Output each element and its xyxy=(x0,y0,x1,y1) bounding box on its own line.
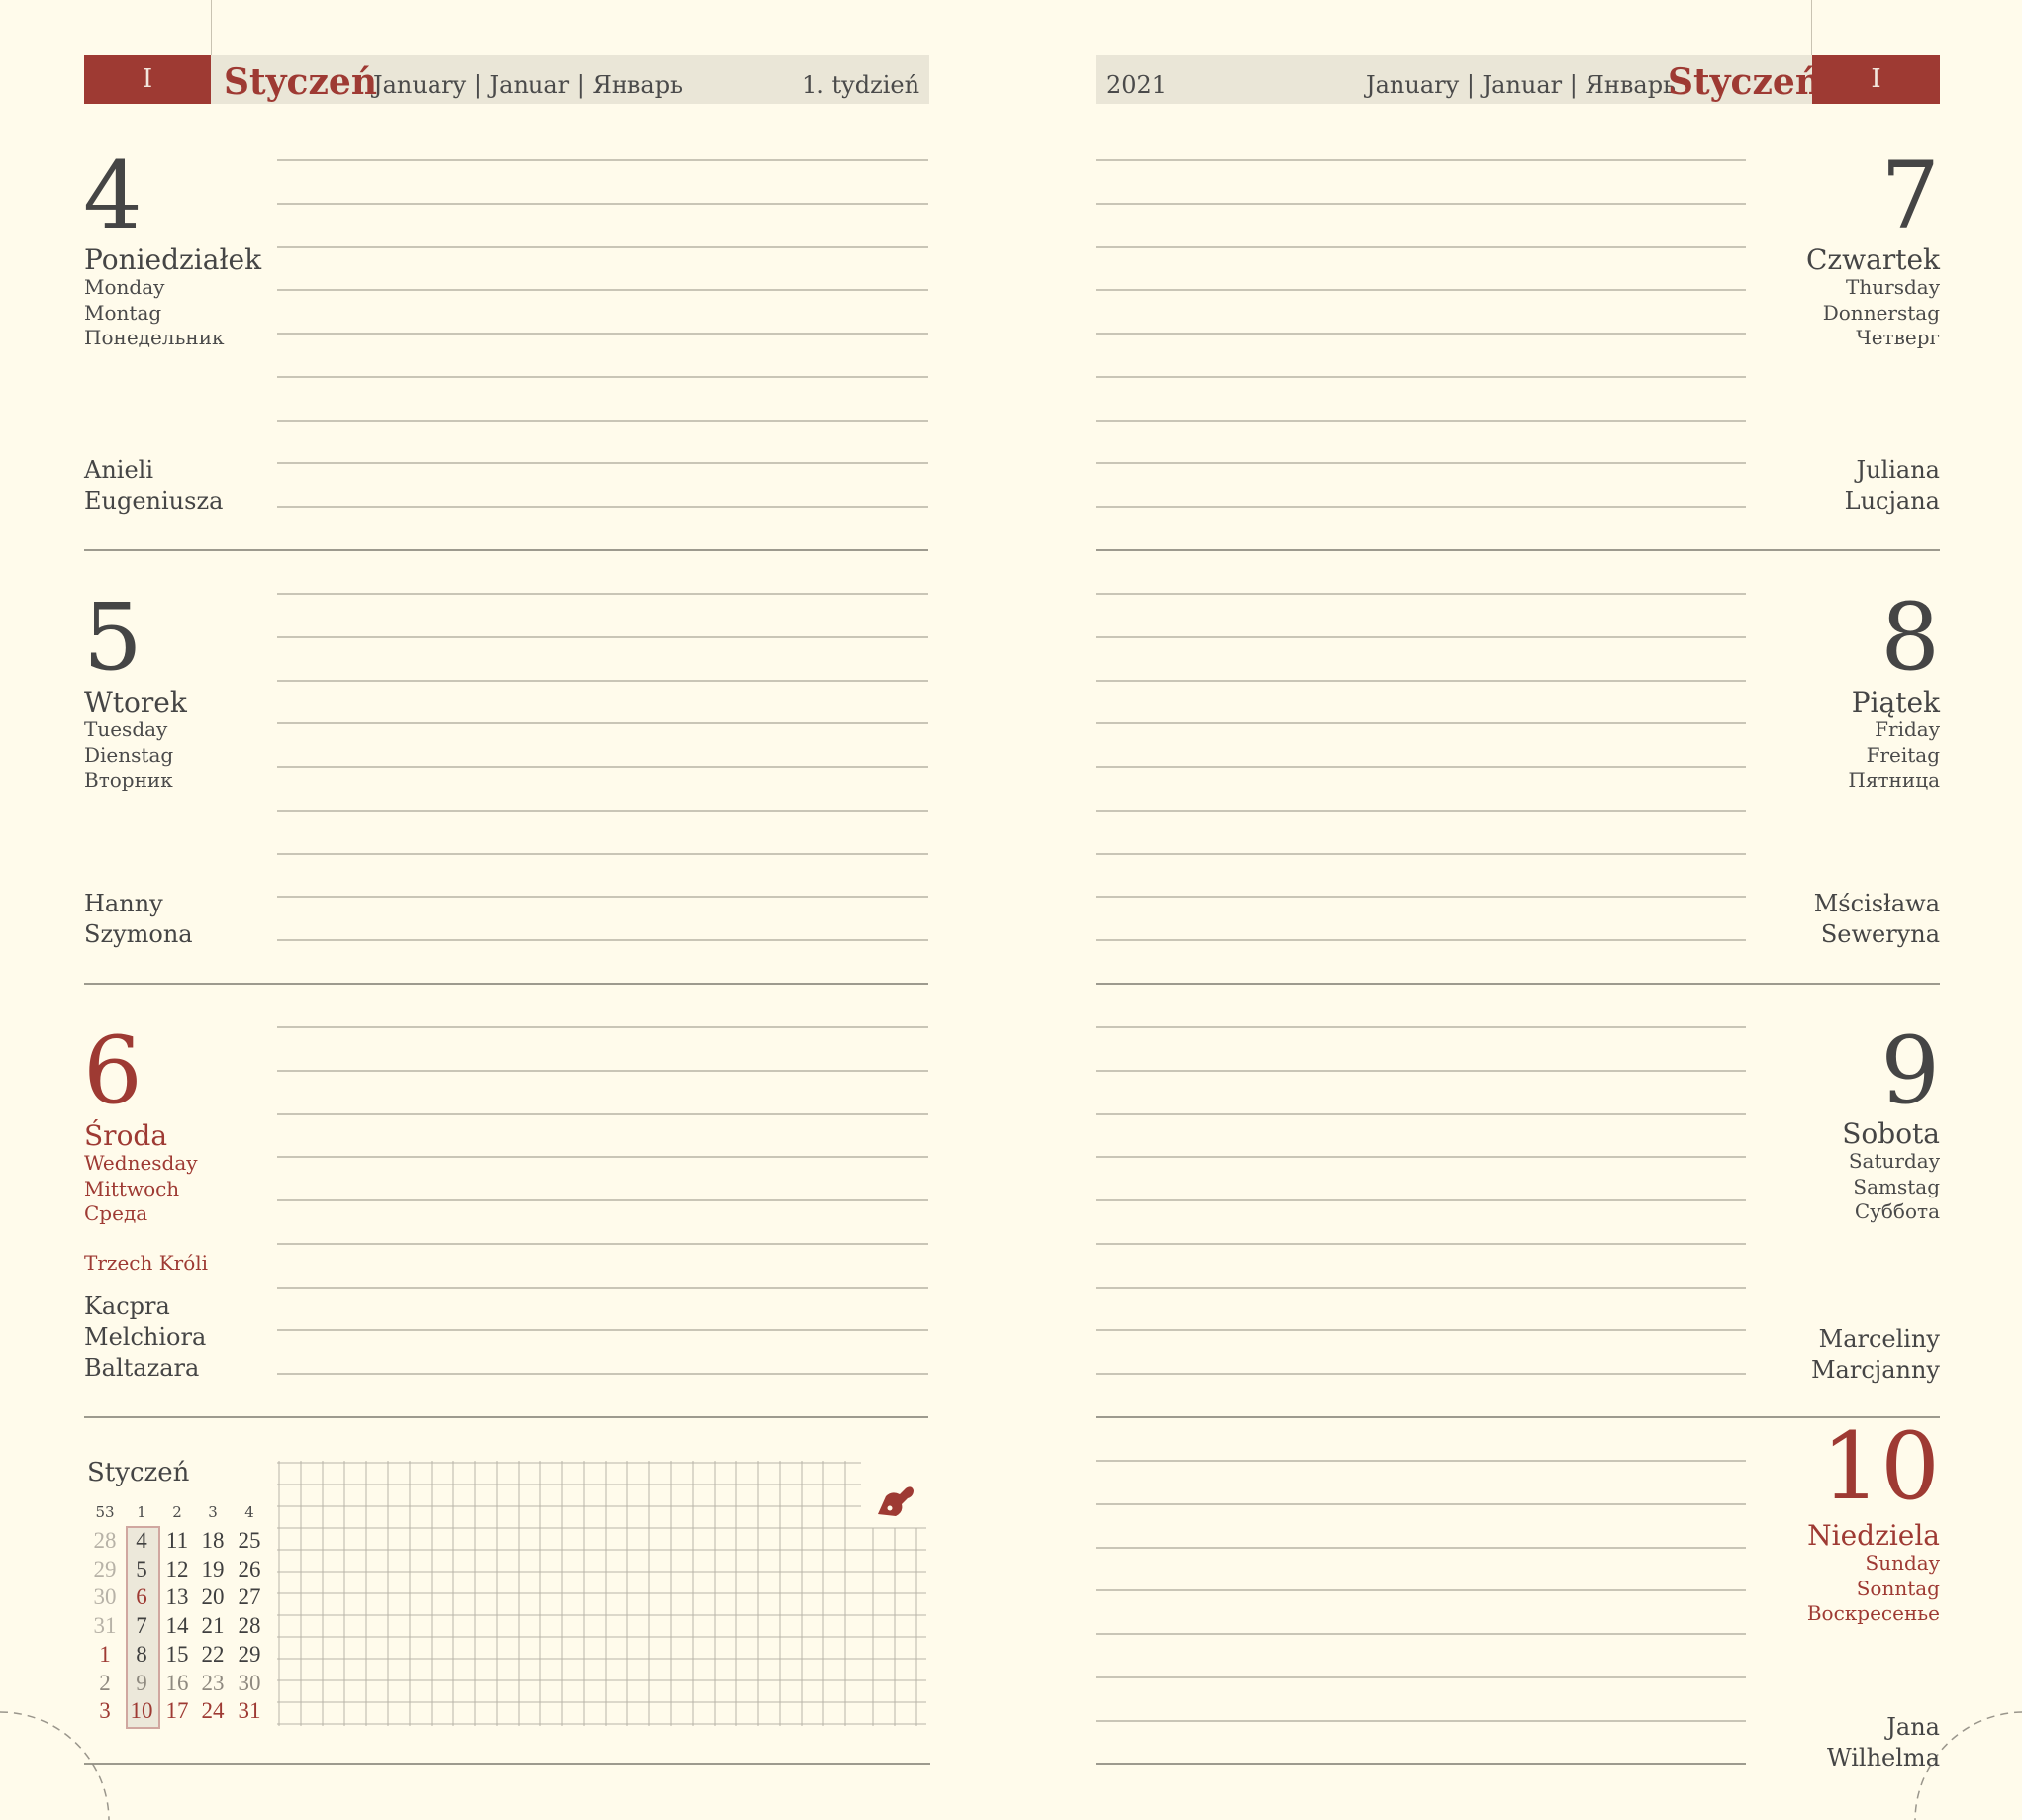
day-de-monday: Montag xyxy=(84,301,162,325)
day-en-saturday: Saturday xyxy=(1848,1149,1940,1173)
nameday-7-b: Lucjana xyxy=(1844,487,1940,515)
nameday-10-b: Wilhelma xyxy=(1827,1744,1940,1772)
week-number-label: 3 xyxy=(208,1503,218,1521)
day-en-wednesday: Wednesday xyxy=(84,1151,198,1175)
day-de-thursday: Donnerstag xyxy=(1822,301,1940,325)
week-number-label: 53 xyxy=(95,1503,115,1521)
left-month-title: Styczeń xyxy=(224,61,377,103)
mini-calendar-day: 28 xyxy=(93,1528,117,1553)
mini-calendar-day: 30 xyxy=(93,1584,117,1610)
mini-calendar-day: 23 xyxy=(201,1670,225,1695)
nameday-9-a: Marceliny xyxy=(1818,1325,1940,1353)
week-number-label: 1 xyxy=(137,1503,146,1521)
nameday-6-c: Baltazara xyxy=(84,1354,200,1382)
mini-calendar-day: 19 xyxy=(201,1556,225,1581)
day-en-monday: Monday xyxy=(84,275,165,299)
day-en-sunday: Sunday xyxy=(1865,1551,1940,1575)
mini-calendar-day: 31 xyxy=(93,1613,117,1639)
nameday-6-b: Melchiora xyxy=(84,1323,207,1351)
nameday-8-b: Seweryna xyxy=(1820,920,1940,948)
mini-calendar-day: 4 xyxy=(136,1528,147,1553)
nameday-9-b: Marcjanny xyxy=(1810,1356,1940,1384)
mini-calendar-day: 30 xyxy=(238,1670,261,1695)
day-name-sunday: Niedziela xyxy=(1807,1519,1940,1552)
mini-calendar-day: 5 xyxy=(136,1556,147,1581)
mini-calendar-day: 27 xyxy=(238,1584,261,1610)
left-month-tab: I xyxy=(84,55,211,104)
mini-calendar-day: 17 xyxy=(165,1698,189,1724)
day-number-7: 7 xyxy=(1880,143,1940,250)
mini-calendar-day: 12 xyxy=(165,1556,189,1581)
mini-calendar-day: 14 xyxy=(165,1613,189,1639)
holiday-label: Trzech Króli xyxy=(84,1251,209,1275)
day-name-tuesday: Wtorek xyxy=(84,686,187,718)
mini-calendar-title: Styczeń xyxy=(87,1458,190,1487)
day-ru-saturday: Суббота xyxy=(1854,1199,1940,1223)
mini-calendar-day: 31 xyxy=(238,1698,261,1724)
day-number-6: 6 xyxy=(83,1017,143,1125)
day-number-8: 8 xyxy=(1880,584,1940,692)
day-en-thursday: Thursday xyxy=(1846,275,1940,299)
day-en-friday: Friday xyxy=(1875,718,1940,741)
mini-calendar-day: 29 xyxy=(93,1556,117,1581)
day-de-saturday: Samstag xyxy=(1853,1175,1940,1198)
week-number-label: 4 xyxy=(244,1503,254,1521)
mini-calendar-day: 22 xyxy=(201,1641,225,1667)
day-de-friday: Freitag xyxy=(1866,743,1940,767)
day-ru-thursday: Четверг xyxy=(1856,326,1940,349)
mini-calendar-day: 9 xyxy=(136,1670,147,1695)
nameday-7-a: Juliana xyxy=(1856,456,1940,484)
mini-calendar-day: 13 xyxy=(165,1584,189,1610)
mini-calendar-day: 18 xyxy=(201,1528,225,1553)
mini-calendar-day: 21 xyxy=(201,1613,225,1639)
day-de-tuesday: Dienstag xyxy=(84,743,174,767)
nameday-10-a: Jana xyxy=(1886,1713,1940,1741)
mini-calendar-day: 20 xyxy=(201,1584,225,1610)
day-number-4: 4 xyxy=(83,143,143,250)
mini-calendar-day: 1 xyxy=(99,1641,111,1667)
day-de-wednesday: Mittwoch xyxy=(84,1177,180,1200)
day-ru-friday: Пятница xyxy=(1848,768,1940,792)
nameday-4-a: Anieli xyxy=(84,456,154,484)
left-month-translations: January | Januar | Январь xyxy=(373,71,684,99)
day-ru-tuesday: Вторник xyxy=(84,768,173,792)
mini-calendar-day: 16 xyxy=(165,1670,189,1695)
mini-calendar-day: 28 xyxy=(238,1613,261,1639)
week-number-label: 2 xyxy=(172,1503,182,1521)
day-number-9: 9 xyxy=(1880,1017,1940,1125)
nameday-5-b: Szymona xyxy=(84,920,193,948)
day-number-10: 10 xyxy=(1821,1413,1940,1521)
mini-calendar-day: 11 xyxy=(165,1528,189,1553)
mini-calendar-day: 24 xyxy=(201,1698,225,1724)
day-ru-monday: Понедельник xyxy=(84,326,225,349)
day-name-saturday: Sobota xyxy=(1842,1117,1940,1150)
day-name-monday: Poniedziałek xyxy=(84,243,262,276)
day-de-sunday: Sonntag xyxy=(1856,1577,1940,1600)
mini-calendar-day: 10 xyxy=(130,1698,153,1724)
year-label: 2021 xyxy=(1107,71,1168,99)
nameday-4-b: Eugeniusza xyxy=(84,487,224,515)
mini-calendar-day: 29 xyxy=(238,1641,261,1667)
nameday-5-a: Hanny xyxy=(84,890,163,917)
nameday-6-a: Kacpra xyxy=(84,1293,170,1320)
right-month-title: Styczeń xyxy=(1668,61,1821,103)
nameday-8-a: Mścisława xyxy=(1813,890,1940,917)
mini-calendar-day: 25 xyxy=(238,1528,261,1553)
day-name-friday: Piątek xyxy=(1851,686,1940,718)
mini-calendar-day: 2 xyxy=(99,1670,111,1695)
fountain-pen-nib-icon xyxy=(878,1486,914,1516)
day-name-wednesday: Środa xyxy=(84,1119,168,1152)
mini-calendar-day: 6 xyxy=(136,1584,147,1610)
mini-calendar-day: 26 xyxy=(238,1556,261,1581)
day-name-thursday: Czwartek xyxy=(1805,243,1940,276)
right-month-translations: January | Januar | Январь xyxy=(1366,71,1677,99)
mini-calendar-day: 8 xyxy=(136,1641,147,1667)
week-number: 1. tydzień xyxy=(802,71,920,99)
mini-calendar-day: 15 xyxy=(165,1641,189,1667)
day-en-tuesday: Tuesday xyxy=(84,718,168,741)
day-number-5: 5 xyxy=(83,584,143,692)
mini-calendar-day: 3 xyxy=(99,1698,111,1724)
day-ru-wednesday: Среда xyxy=(84,1201,148,1225)
mini-calendar-day: 7 xyxy=(136,1613,147,1639)
day-ru-sunday: Воскресенье xyxy=(1806,1601,1940,1625)
right-month-tab: I xyxy=(1812,55,1940,104)
